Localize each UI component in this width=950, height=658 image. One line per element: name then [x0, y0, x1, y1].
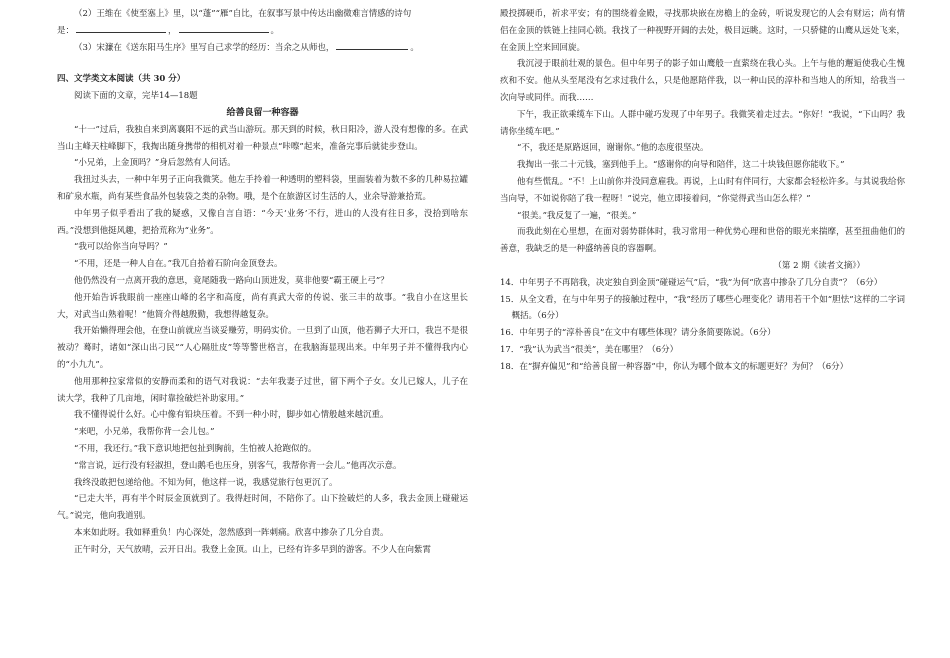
- question-18: 18．在“摒弃偏见”和“给善良留一种容器”中，你认为哪个做本文的标题更好？为何？（6分）: [500, 361, 849, 372]
- article-body-left: [57, 122, 468, 559]
- paragraph: 殿投掷硬币，祈求平安；有的围绕着金殿，寻找那块嵌在房檐上的金砖，听说发现它的人会有财运；尚有情侣在金顶的铁链上挂同心锁。我找了一种视野开阔的去处，极目远眺。这时，一只骄健的山鹰从远处飞来，在金顶上空来回回旋。: [500, 9, 905, 53]
- paragraph: 我终没敢把包递给他。不知为何，他这样一说，我感觉旅行包更沉了。: [74, 477, 338, 488]
- paragraph: “十一”过后，我独自来到离襄阳不远的武当山游玩。那天到的时候，秋日阳冷，游人没有想像的多。在武当山主峰天柱峰脚下，我掏出随身携带的相机对着一种景点“咔嚓”起来，准备完事后就徒步登山。: [57, 124, 468, 152]
- right-column: [500, 6, 905, 376]
- paragraph: “已走大半，再有半个时辰金顶就到了。我得赶时间，不陪你了。山下捡破烂的人多，我去金顶上碰碰运气。”说完，他向我道别。: [57, 494, 468, 522]
- answer-blank[interactable]: [179, 24, 269, 33]
- paragraph: 他开始告诉我眼前一座座山峰的名字和高度，尚有真武大帝的传说、张三丰的故事。“我自小在这里长大，对武当山熟着呢！”他简介得越殷勤，我想得越复杂。: [57, 292, 468, 320]
- question-13-2-answer-line: 是： ， 。: [57, 25, 280, 36]
- paragraph: 正午时分，天气放晴，云开日出。我登上金顶。山上，已经有许多早到的游客。不少人在向紫霄: [74, 544, 432, 555]
- paragraph: 我不懂得说什么好。心中像有铅块压着。不到一种小时，脚步如心情般越来越沉重。: [74, 410, 389, 421]
- article-title: 给善良留一种容器: [226, 107, 299, 118]
- paragraph: 而我此刻在心里想，在面对弱势群体时，我习常用一种优势心理和世俗的眼光来揣摩，甚至扭曲他们的善意，我缺乏的是一种盛纳善良的容器啊。: [500, 227, 905, 255]
- paragraph: “常言说，远行没有轻淑担，登山鹅毛也压身，别客气，我帮你背一会儿。”他再次示意。: [74, 460, 402, 471]
- paragraph: 本来如此呀。我如释重负！内心深处，忽然感到一阵刺痛。欣喜中掺杂了几分自责。: [74, 527, 389, 538]
- question-13-3: （3）宋濂在《送东阳马生序》里写自己求学的经历：当余之从师也， 。: [74, 42, 419, 53]
- paragraph: 我扭过头去，一种中年男子正向我微笑。他左手拎着一种透明的塑料袋，里面装着为数不多的几种易拉罐和矿泉水瓶，尚有某些食品外包装袋之类的杂物。哦，是个在旅游区讨生活的人，业余导游兼拾荒。: [57, 175, 468, 202]
- paragraph: 他有些慌乱。“不！上山前你并没同意雇我。再说，上山时有伴同行，大家都会轻松许多。与其说我给你当向导，不如说你陪了我一程呀！”说完，他立即接着问，“你觉得武当山怎么样？”: [500, 176, 905, 204]
- paragraph: “不用，我还行。”我下意识地把包扯到胸前，生怕被人抢跑似的。: [74, 443, 317, 454]
- paragraph: 他用那种拉家常似的安静而柔和的语气对我说：“去年我妻子过世，留下两个子女。女儿已嫁人，儿子在读大学，我种了几亩地，闲时靠捡破烂补助家用。”: [57, 376, 468, 404]
- question-13-2: （2）王维在《使至塞上》里，以“蓬”“雁”自比，在叙事写景中传达出幽微难言情感的诗句: [74, 9, 412, 19]
- paragraph: 下午，我正欲乘缆车下山。人群中碰巧发现了中年男子。我微笑着走过去。“你好！”我说，“下山吗？我请你坐缆车吧。”: [500, 109, 905, 137]
- paragraph: “小兄弟，上金顶吗？”身后忽然有人问话。: [74, 158, 236, 169]
- question-list: [500, 275, 905, 376]
- question-14: 14．中年男子不再陪我，决定独自到金顶“碰碰运气”后，“我”为何“欣喜中掺杂了几分自责”？（6分）: [500, 277, 883, 288]
- paragraph: “不，我还是原路返回，谢谢你。”他的态度很坚决。: [517, 143, 709, 154]
- paragraph: “来吧，小兄弟，我帮你背一会儿包。”: [74, 427, 215, 438]
- article-body-right: [500, 6, 905, 258]
- paragraph: 我掏出一张二十元钱，塞到他手上。“感谢你的向导和陪伴，这二十块钱但愿你能收下。”: [517, 160, 845, 171]
- answer-blank[interactable]: [76, 24, 166, 33]
- paragraph: 他仍然没有一点离开我的意思，竟尾随我一路向山顶进发，莫非他要“霸王硬上弓”？: [74, 275, 389, 286]
- question-17: 17．“我”认为武当“很美”，美在哪里？（6分）: [500, 344, 679, 355]
- answer-blank[interactable]: [336, 41, 408, 50]
- instruction: 阅读下面的文章，完毕14—18题: [74, 91, 198, 102]
- paragraph: 中年男子似乎看出了我的疑惑，又像自言自语：“今天‘业务’不行，进山的人没有往日多，没拾到啥东西。”没想到他挺风趣，把拾荒称为“业务”。: [57, 208, 468, 236]
- paragraph: “我可以给你当向导吗？”: [74, 242, 168, 253]
- question-15: 15．从全文看，在与中年男子的接触过程中，“我”经历了哪些心理变化？请用若干个如“胆怯”这样的二字词概括。（6分）: [500, 294, 905, 322]
- paragraph: 我开始懒得理会他，在登山前就应当谈妥赚劳，明码实价。一旦到了山顶，他若狮子大开口，我岂不是很被动？蓦时，诸如“深山出刁民”“人心隔肚皮”等等警世格言，在我脑海显现出来。中年男子并不懂得我内心的“小九九”。: [57, 326, 468, 370]
- question-16: 16．中年男子的“淳朴善良”在文中有哪些体现？请分条简要陈说。（6分）: [500, 328, 776, 339]
- article-source: （第 2 期《读者文摘》）: [773, 260, 865, 271]
- section-heading: 四、文学类文本阅读（共 30 分）: [57, 74, 186, 85]
- paragraph: “不用，还是一种人自在。”我兀自拾着石阶向金顶登去。: [74, 259, 283, 270]
- paragraph: 我沉浸于眼前壮观的景色。但中年男子的影子如山鹰般一直萦绕在我心头。上午与他的邂逅使我心生愧疚和不安。他从头至尾没有乞求过我什么，只是他愿陪伴我，以一种山民的淳朴和当地人的所知，给我当一次向导或同伴。而我……: [500, 59, 905, 103]
- paragraph: “很美。”我反复了一遍，“很美。”: [517, 210, 637, 221]
- left-column: [57, 6, 468, 559]
